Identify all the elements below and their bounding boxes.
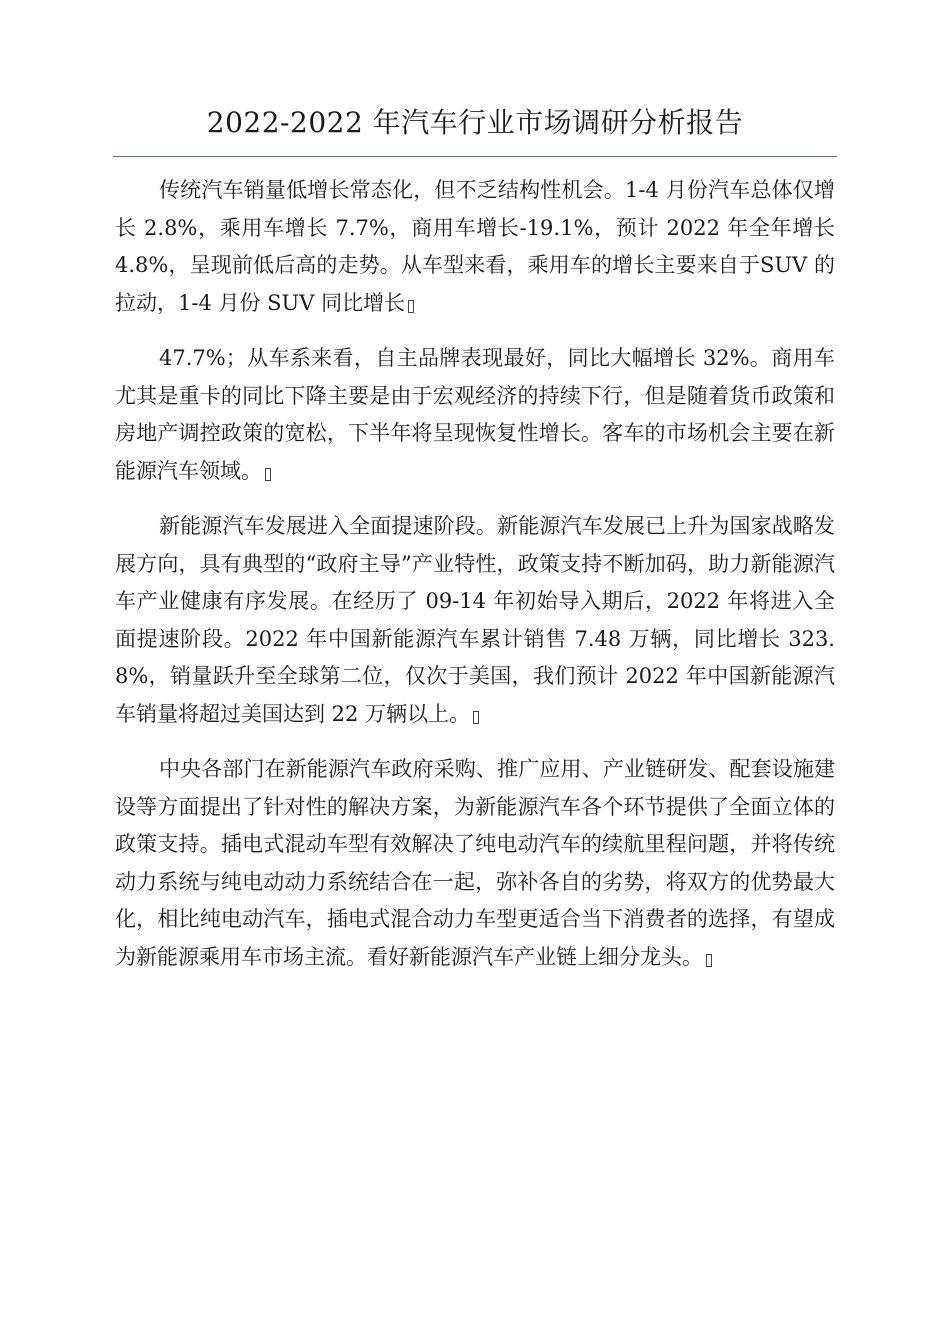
paragraph-end-mark bbox=[265, 468, 271, 481]
document-title: 2022-2022 年汽车行业市场调研分析报告 bbox=[206, 106, 744, 139]
paragraph-2 bbox=[115, 340, 835, 490]
title-divider bbox=[113, 156, 837, 157]
paragraph-1 bbox=[115, 172, 835, 322]
paragraph-end-mark bbox=[473, 711, 479, 724]
document-body bbox=[115, 172, 835, 994]
paragraph-4 bbox=[115, 751, 835, 976]
paragraph-1-text: 传统汽车销量低增长常态化，但不乏结构性机会。1-4 月份汽车总体仅增长 2.8%，乘用车增长 7.7%，商用车增长-19.1%，预计 2022 年全年增长 4.8%，呈现前低后高的走势。从车型来看，乘用车的增长主要来自于SUV 的拉动，1-4 月份 SUV 同比增长 bbox=[115, 178, 835, 315]
paragraph-2-text: 47.7%；从车系来看，自主品牌表现最好，同比大幅增长 32%。商用车尤其是重卡的同比下降主要是由于宏观经济的持续下行，但是随着货币政策和房地产调控政策的宽松，下半年将呈现恢复性增长。客车的市场机会主要在新能源汽车领域。 bbox=[115, 346, 835, 483]
paragraph-3-text: 新能源汽车发展进入全面提速阶段。新能源汽车发展已上升为国家战略发展方向，具有典型的“政府主导”产业特性，政策支持不断加码，助力新能源汽车产业健康有序发展。在经历了 09-14 年初始导入期后，2022 年将进入全面提速阶段。2022 年中国新能源汽车累计销售 7.48 万辆，同比增长 323.8%，销量跃升至全球第二位，仅次于美国，我们预计 2022 年中国新能源汽车销量将超过美国达到 22 万辆以上。 bbox=[115, 514, 835, 726]
paragraph-end-mark bbox=[408, 300, 414, 313]
paragraph-end-mark bbox=[706, 954, 712, 967]
paragraph-4-text: 中央各部门在新能源汽车政府采购、推广应用、产业链研发、配套设施建设等方面提出了针对性的解决方案，为新能源汽车各个环节提供了全面立体的政策支持。插电式混动车型有效解决了纯电动汽车的续航里程问题，并将传统动力系统与纯电动动力系统结合在一起，弥补各自的劣势，将双方的优势最大化，相比纯电动汽车，插电式混合动力车型更适合当下消费者的选择，有望成为新能源乘用车市场主流。看好新能源汽车产业链上细分龙头。 bbox=[115, 757, 835, 969]
paragraph-3 bbox=[115, 508, 835, 733]
